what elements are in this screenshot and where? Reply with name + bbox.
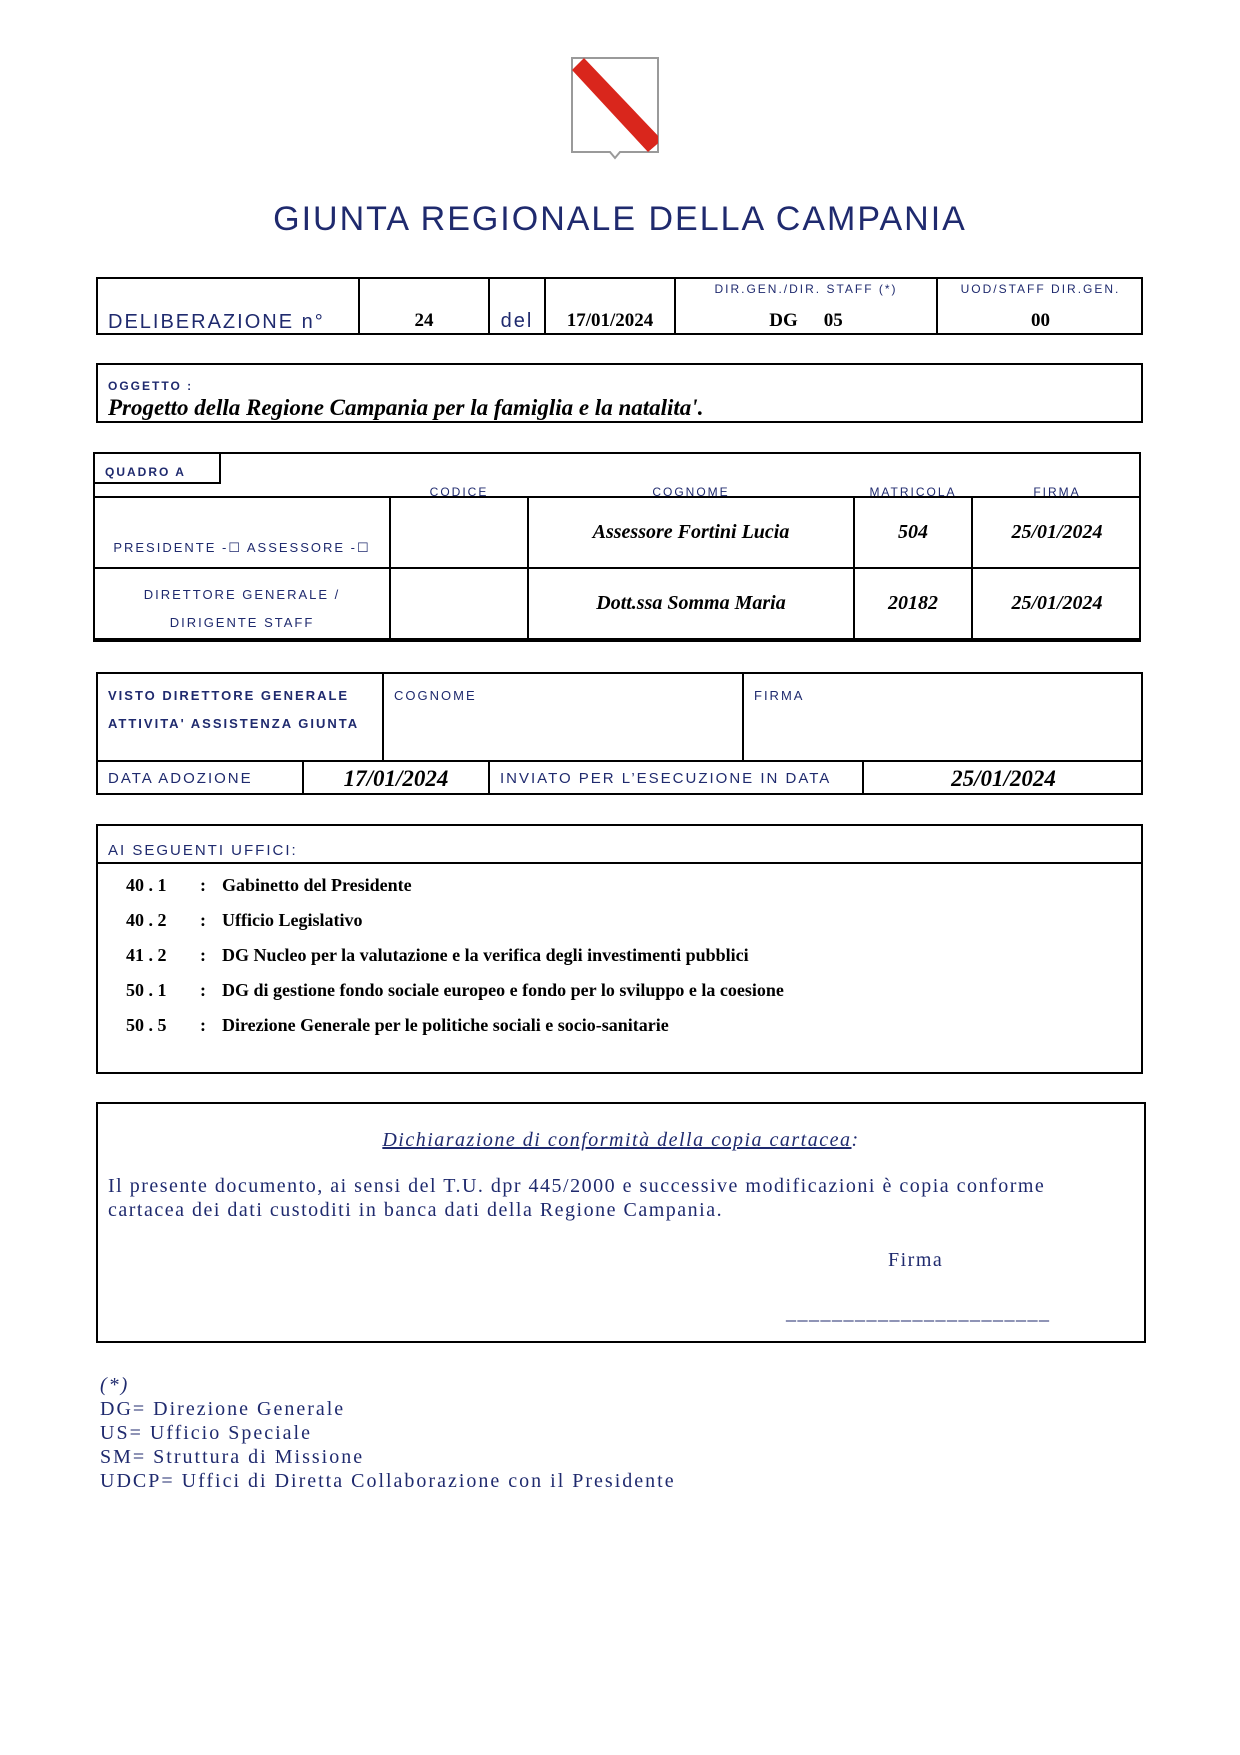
row-1-firma: 25/01/2024 xyxy=(1011,521,1103,543)
inviato-data-value: 25/01/2024 xyxy=(951,765,1056,791)
region-emblem xyxy=(570,56,660,162)
office-name: DG di gestione fondo sociale europeo e fondo per lo sviluppo e la coesione xyxy=(222,980,784,1000)
uod-label: UOD/STAFF DIR.GEN. xyxy=(960,282,1121,296)
deliberation-label: DELIBERAZIONE n° xyxy=(108,311,325,333)
visto-label-line2: ATTIVITA' ASSISTENZA GIUNTA xyxy=(108,716,360,731)
legend-line: US= Ufficio Speciale xyxy=(100,1422,312,1444)
dir-gen-number: 05 xyxy=(823,310,843,331)
quadro-a-table xyxy=(93,452,1141,642)
row-2-matricola: 20182 xyxy=(888,592,938,614)
row-direttore-role-line1: DIRETTORE GENERALE / xyxy=(143,586,341,602)
dichiarazione-box xyxy=(96,1102,1146,1343)
deliberation-date: 17/01/2024 xyxy=(566,310,654,331)
visto-label-line1: VISTO DIRETTORE GENERALE xyxy=(108,688,350,703)
col-header-firma: FIRMA xyxy=(1033,485,1081,499)
office-item: 50 . 1 : DG di gestione fondo sociale europeo e fondo per lo sviluppo e la coesione xyxy=(126,980,784,1000)
firma-label: Firma xyxy=(888,1249,944,1271)
page-title: GIUNTA REGIONALE DELLA CAMPANIA xyxy=(273,200,967,238)
row-1-cognome: Assessore Fortini Lucia xyxy=(592,521,790,543)
dichiarazione-line1: Il presente documento, ai sensi del T.U. dpr 445/2000 e successive modificazioni è copia conforme xyxy=(108,1175,1046,1197)
oggetto-label: OGGETTO : xyxy=(108,379,194,393)
legend xyxy=(100,1373,676,1493)
row-1-codice xyxy=(391,498,527,567)
uffici-box xyxy=(96,824,1143,1074)
visto-cognome-label: COGNOME xyxy=(394,688,477,703)
office-item: 40 . 1 : Gabinetto del Presidente xyxy=(126,875,412,895)
quadro-a-label: QUADRO A xyxy=(105,465,186,479)
row-2-firma: 25/01/2024 xyxy=(1011,592,1103,614)
dichiarazione-title: Dichiarazione di conformità della copia cartacea: xyxy=(382,1129,860,1151)
legend-line: UDCP= Uffici di Diretta Collaborazione con il Presidente xyxy=(100,1470,676,1492)
oggetto-box xyxy=(96,363,1143,423)
office-name: Gabinetto del Presidente xyxy=(222,875,412,895)
col-header-cognome: COGNOME xyxy=(652,485,730,499)
legend-line: DG= Direzione Generale xyxy=(100,1398,346,1420)
office-item: 50 . 5 : Direzione Generale per le politiche sociali e socio-sanitarie xyxy=(126,1015,669,1035)
legend-mark: (*) xyxy=(100,1374,130,1396)
row-2-codice xyxy=(391,569,527,638)
office-name: Ufficio Legislativo xyxy=(222,910,363,930)
uffici-label: AI SEGUENTI UFFICI: xyxy=(108,842,298,859)
office-item: 40 . 2 : Ufficio Legislativo xyxy=(126,910,363,930)
deliberation-number: 24 xyxy=(414,310,434,331)
dir-gen-prefix: DG xyxy=(769,310,798,331)
inviato-label: INVIATO PER L’ESECUZIONE IN DATA xyxy=(500,770,832,787)
office-name: DG Nucleo per la valutazione e la verifica degli investimenti pubblici xyxy=(222,945,749,965)
visto-box xyxy=(96,672,1143,795)
deliberation-box xyxy=(96,277,1143,335)
row-1-matricola: 504 xyxy=(898,521,928,543)
oggetto-text: Progetto della Regione Campania per la famiglia e la natalita'. xyxy=(108,395,704,420)
col-header-codice: CODICE xyxy=(429,485,489,499)
visto-firma-label: FIRMA xyxy=(754,688,805,703)
legend-line: SM= Struttura di Missione xyxy=(100,1446,365,1468)
dichiarazione-line2: cartacea dei dati custoditi in banca dati della Regione Campania. xyxy=(108,1199,724,1221)
col-header-matricola: MATRICOLA xyxy=(869,485,957,499)
campania-coat-of-arms-icon xyxy=(570,56,660,162)
uod-value: 00 xyxy=(1031,310,1050,331)
office-item: 41 . 2 : DG Nucleo per la valutazione e la verifica degli investimenti pubblici xyxy=(126,945,749,965)
row-presidente-assessore-role: PRESIDENTE -☐ ASSESSORE -☐ xyxy=(113,540,371,555)
dir-gen-value xyxy=(676,309,936,333)
row-direttore-role-line2: DIRIGENTE STAFF xyxy=(169,614,315,630)
data-adozione-value: 17/01/2024 xyxy=(343,765,449,791)
row-2-cognome: Dott.ssa Somma Maria xyxy=(596,592,786,614)
del-label: del xyxy=(500,309,534,332)
firma-signature-line: _______________________ xyxy=(786,1302,1051,1324)
data-adozione-label: DATA ADOZIONE xyxy=(108,770,253,787)
office-name: Direzione Generale per le politiche sociali e socio-sanitarie xyxy=(222,1015,669,1035)
dir-gen-label: DIR.GEN./DIR. STAFF (*) xyxy=(714,282,898,296)
